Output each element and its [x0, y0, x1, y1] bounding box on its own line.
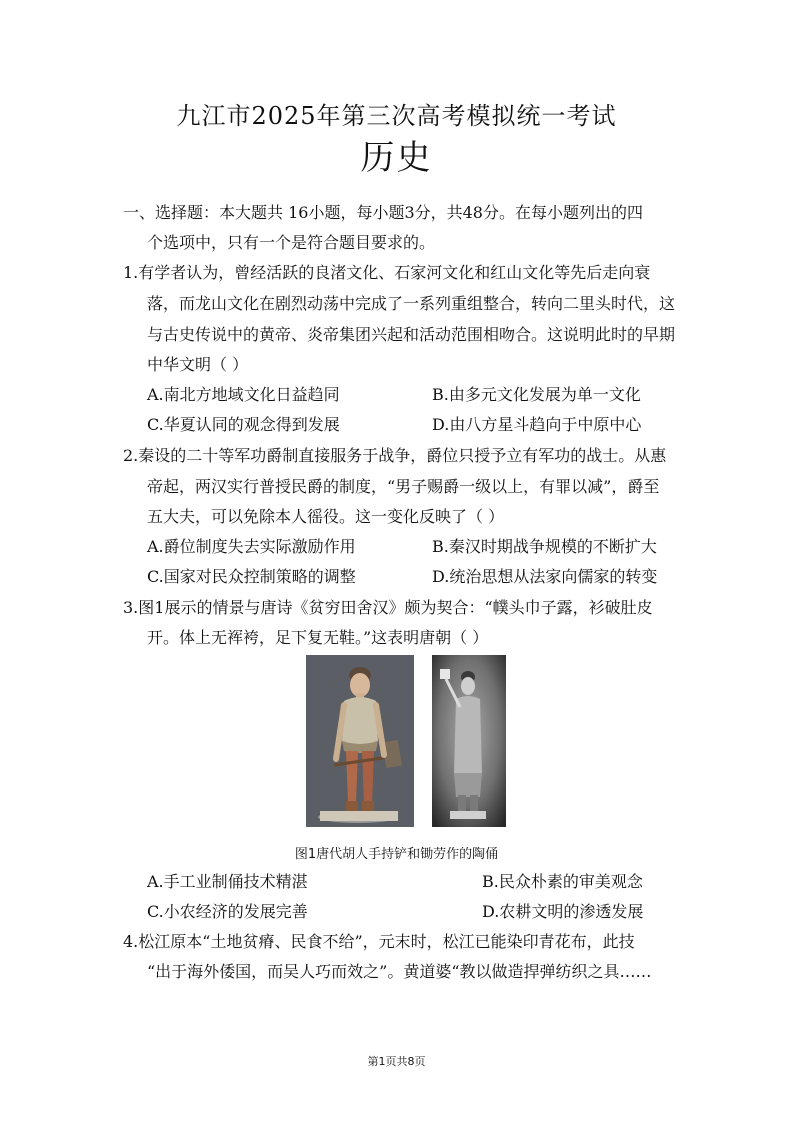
q2-option-c: C.国家对民众控制策略的调整 [147, 567, 356, 586]
figurine-photo-color [306, 655, 414, 827]
figurine-photo-gray [432, 655, 506, 827]
q3-option-a: A.手工业制俑技术精湛 [147, 872, 308, 891]
q3-option-d: D.农耕文明的渗透发展 [482, 902, 644, 921]
q4-stem-line1: 4.松江原本“土地贫瘠、民食不给”，元末时，松江已能染印青花布，此技 [123, 932, 635, 951]
q1-stem-line2: 落，而龙山文化在剧烈动荡中完成了一系列重组整合，转向二里头时代，这 [147, 294, 676, 313]
section-instruction-line2: 个选项中，只有一个是符合题目要求的。 [147, 233, 436, 252]
q3-option-b: B.民众朴素的审美观念 [482, 872, 643, 891]
q1-stem-line3: 与古史传说中的黄帝、炎帝集团兴起和活动范围相吻合。这说明此时的早期 [147, 325, 676, 344]
q1-option-b: B.由多元文化发展为单一文化 [432, 385, 641, 404]
q2-stem-line3: 五大夫，可以免除本人徭役。这一变化反映了（ ） [147, 507, 505, 526]
q3-stem-line1: 3.图1展示的情景与唐诗《贫穷田舍汉》颇为契合：“幞头巾子露，衫破肚皮 [123, 598, 653, 617]
q1-stem-line1: 1.有学者认为，曾经活跃的良渚文化、石家河文化和红山文化等先后走向衰 [123, 263, 651, 282]
q4-stem-line2: “出于海外倭国，而吴人巧而效之”。黄道婆“教以做造捍弹纺织之具…… [147, 962, 652, 981]
q1-option-a: A.南北方地域文化日益趋同 [147, 385, 340, 404]
figure-caption: 图1唐代胡人手持铲和锄劳作的陶俑 [294, 847, 499, 862]
figure-pottery-figurines [306, 655, 506, 833]
q2-stem-line2: 帝起，两汉实行普授民爵的制度，“男子赐爵一级以上，有罪以减”，爵至 [147, 477, 660, 496]
q1-option-d: D.由八方星斗趋向于中原中心 [432, 415, 642, 434]
exam-title: 九江市2025年第三次高考模拟统一考试 [176, 102, 617, 130]
q1-stem-line4: 中华文明（ ） [147, 355, 249, 374]
q2-option-d: D.统治思想从法家向儒家的转变 [432, 567, 658, 586]
q2-stem-line1: 2.秦设的二十等军功爵制直接服务于战争，爵位只授予立有军功的战士。从惠 [123, 446, 667, 465]
q2-option-a: A.爵位制度失去实际激励作用 [147, 537, 356, 556]
subject-title: 历史 [360, 138, 433, 178]
page-footer: 第1页共8页 [367, 1055, 426, 1068]
q2-option-b: B.秦汉时期战争规模的不断扩大 [432, 537, 657, 556]
q3-option-c: C.小农经济的发展完善 [147, 902, 308, 921]
section-instruction-line1: 一、选择题：本大题共 16小题，每小题3分，共48分。在每小题列出的四 [123, 203, 643, 222]
q1-option-c: C.华夏认同的观念得到发展 [147, 415, 340, 434]
q3-stem-line2: 开。体上无裈袴，足下复无鞋。”这表明唐朝（ ） [147, 628, 489, 647]
